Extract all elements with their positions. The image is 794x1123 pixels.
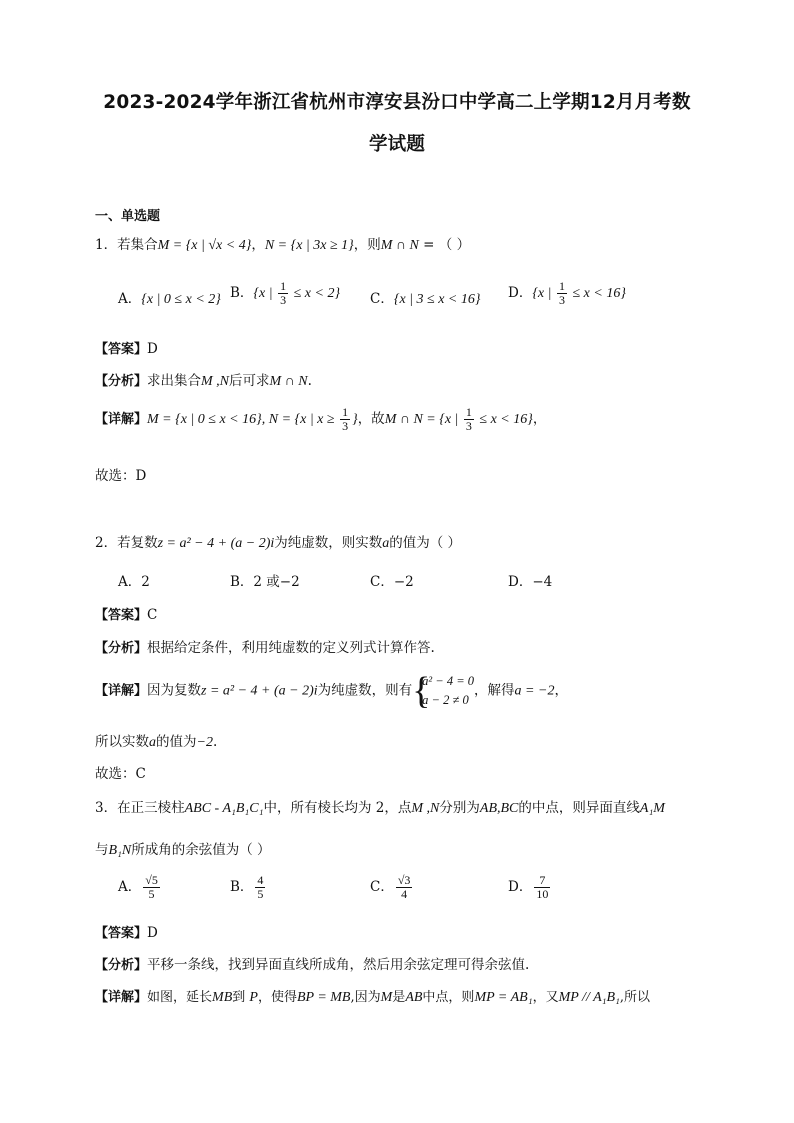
q3-option-b: B． $\frac{4}{5}$ bbox=[230, 873, 264, 901]
q2-option-c: C．−2 bbox=[370, 574, 414, 590]
page-title: 2023-2024学年浙江省杭州市淳安县汾口中学高二上学期12月月考数 bbox=[103, 92, 691, 113]
q3-stem-line2: 与B₁N所成角的余弦值为（ ） bbox=[95, 842, 271, 858]
q1-option-a: A．{x | 0 ≤ x < 2} bbox=[118, 291, 221, 307]
q1-conclusion: 故选：D bbox=[95, 468, 147, 484]
q2-detail-line2: 所以实数a的值为−2. bbox=[95, 734, 218, 750]
q2-detail: 【详解】因为复数z = a² − 4 + (a − 2)i为纯虚数，则有 { a² − 4 = 0 a − 2 ≠ 0 ，解得a = −2， bbox=[95, 670, 568, 712]
q1-stem: 1．若集合M = {x | √x < 4}，N = {x | 3x ≥ 1}，则M ∩ N = （ ） bbox=[95, 237, 471, 253]
q3-option-a: A． $\frac{√5}{5}$ bbox=[118, 873, 158, 901]
q3-detail: 【详解】如图，延长MB到 P，使得BP = MB,因为M是AB中点，则MP = AB₁，又MP // A₁B₁,所以 bbox=[95, 990, 651, 1005]
page-title-continued: 学试题 bbox=[368, 134, 426, 155]
q3-option-d: D． $\frac{7}{10}$ bbox=[508, 873, 549, 901]
q2-option-a: A．2 bbox=[118, 574, 150, 590]
q2-option-b: B．2 或−2 bbox=[230, 574, 300, 590]
q1-detail: 【详解】M = {x | 0 ≤ x < 16}, N = {x | x ≥ $\frac{1}{3}$ }，故M ∩ N = {x | $\frac{1}{3}$ ≤ x < 16}， bbox=[95, 405, 547, 433]
q2-stem: 2．若复数z = a² − 4 + (a − 2)i为纯虚数，则实数a的值为（ ） bbox=[95, 535, 462, 551]
q2-analysis: 【分析】根据给定条件，利用纯虚数的定义列式计算作答. bbox=[95, 640, 435, 656]
q2-conclusion: 故选：C bbox=[95, 766, 146, 782]
q1-option-b: B．{x | $\frac{1}{3}$ ≤ x < 2} bbox=[230, 279, 341, 307]
q2-answer: 【答案】C bbox=[95, 607, 158, 623]
q3-answer: 【答案】D bbox=[95, 925, 158, 941]
q1-option-c: C．{x | 3 ≤ x < 16} bbox=[370, 291, 481, 307]
q1-answer: 【答案】D bbox=[95, 341, 158, 357]
q3-option-c: C． $\frac{√3}{4}$ bbox=[370, 873, 411, 901]
q1-analysis: 【分析】求出集合M ,N后可求M ∩ N. bbox=[95, 373, 312, 389]
q3-stem: 3．在正三棱柱ABC - A₁B₁C₁中，所有棱长均为 2，点M ,N分别为AB,BC的中点，则异面直线A₁M bbox=[95, 800, 665, 816]
equation-system: { a² − 4 = 0 a − 2 ≠ 0 bbox=[412, 670, 475, 712]
q3-analysis: 【分析】平移一条线，找到异面直线所成角，然后用余弦定理可得余弦值. bbox=[95, 957, 530, 973]
section-heading: 一、单选题 bbox=[95, 209, 161, 224]
q2-option-d: D．−4 bbox=[508, 574, 553, 590]
q1-option-d: D．{x | $\frac{1}{3}$ ≤ x < 16} bbox=[508, 279, 626, 307]
